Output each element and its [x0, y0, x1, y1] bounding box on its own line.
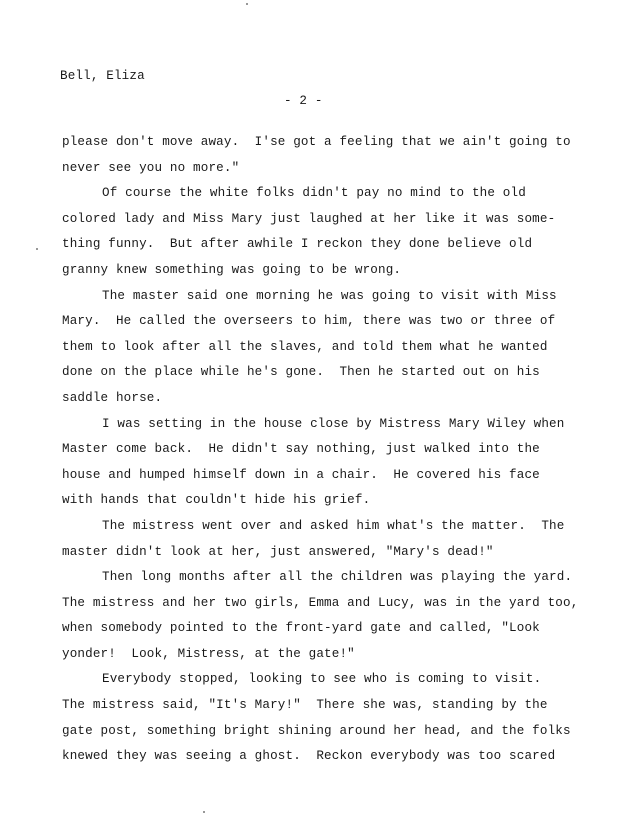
- scan-speck: [36, 248, 38, 250]
- text-line: The mistress went over and asked him what's the matter. The: [102, 518, 565, 533]
- text-line: Then long months after all the children was playing the yard.: [102, 570, 573, 585]
- text-line: done on the place while he's gone. Then he started out on his: [62, 365, 540, 380]
- scan-speck: [203, 811, 205, 813]
- text-line: house and humped himself down in a chair. He covered his face: [62, 467, 540, 482]
- header-name: Bell, Eliza: [60, 69, 145, 83]
- text-line: colored lady and Miss Mary just laughed at her like it was some-: [62, 211, 556, 226]
- text-line: The master said one morning he was going to visit with Miss: [102, 288, 557, 303]
- text-line: saddle horse.: [62, 390, 163, 405]
- text-line: The mistress and her two girls, Emma and Lucy, was in the yard too,: [62, 595, 579, 610]
- text-line: Mary. He called the overseers to him, there was two or three of: [62, 314, 556, 329]
- text-line: master didn't look at her, just answered, "Mary's dead!": [62, 544, 494, 559]
- scan-speck: [246, 3, 248, 5]
- text-line: yonder! Look, Mistress, at the gate!": [62, 646, 355, 661]
- text-line: them to look after all the slaves, and told them what he wanted: [62, 339, 548, 354]
- text-line: thing funny. But after awhile I reckon they done believe old: [62, 237, 533, 252]
- text-line: when somebody pointed to the front-yard gate and called, "Look: [62, 621, 540, 636]
- text-line: Master come back. He didn't say nothing, just walked into the: [62, 442, 540, 457]
- text-line: never see you no more.": [62, 160, 240, 175]
- text-line: Everybody stopped, looking to see who is coming to visit.: [102, 672, 542, 687]
- text-line: I was setting in the house close by Mistress Mary Wiley when: [102, 416, 565, 431]
- text-line: The mistress said, "It's Mary!" There she was, standing by the: [62, 698, 548, 713]
- text-line: knewed they was seeing a ghost. Reckon everybody was too scared: [62, 749, 556, 764]
- page-number: - 2 -: [284, 94, 323, 108]
- text-line: granny knew something was going to be wrong.: [62, 262, 402, 277]
- text-line: with hands that couldn't hide his grief.: [62, 493, 371, 508]
- body-text: [62, 130, 582, 770]
- text-line: please don't move away. I'se got a feeling that we ain't going to: [62, 135, 571, 149]
- text-line: gate post, something bright shining around her head, and the folks: [62, 723, 571, 738]
- text-line: Of course the white folks didn't pay no mind to the old: [102, 186, 526, 201]
